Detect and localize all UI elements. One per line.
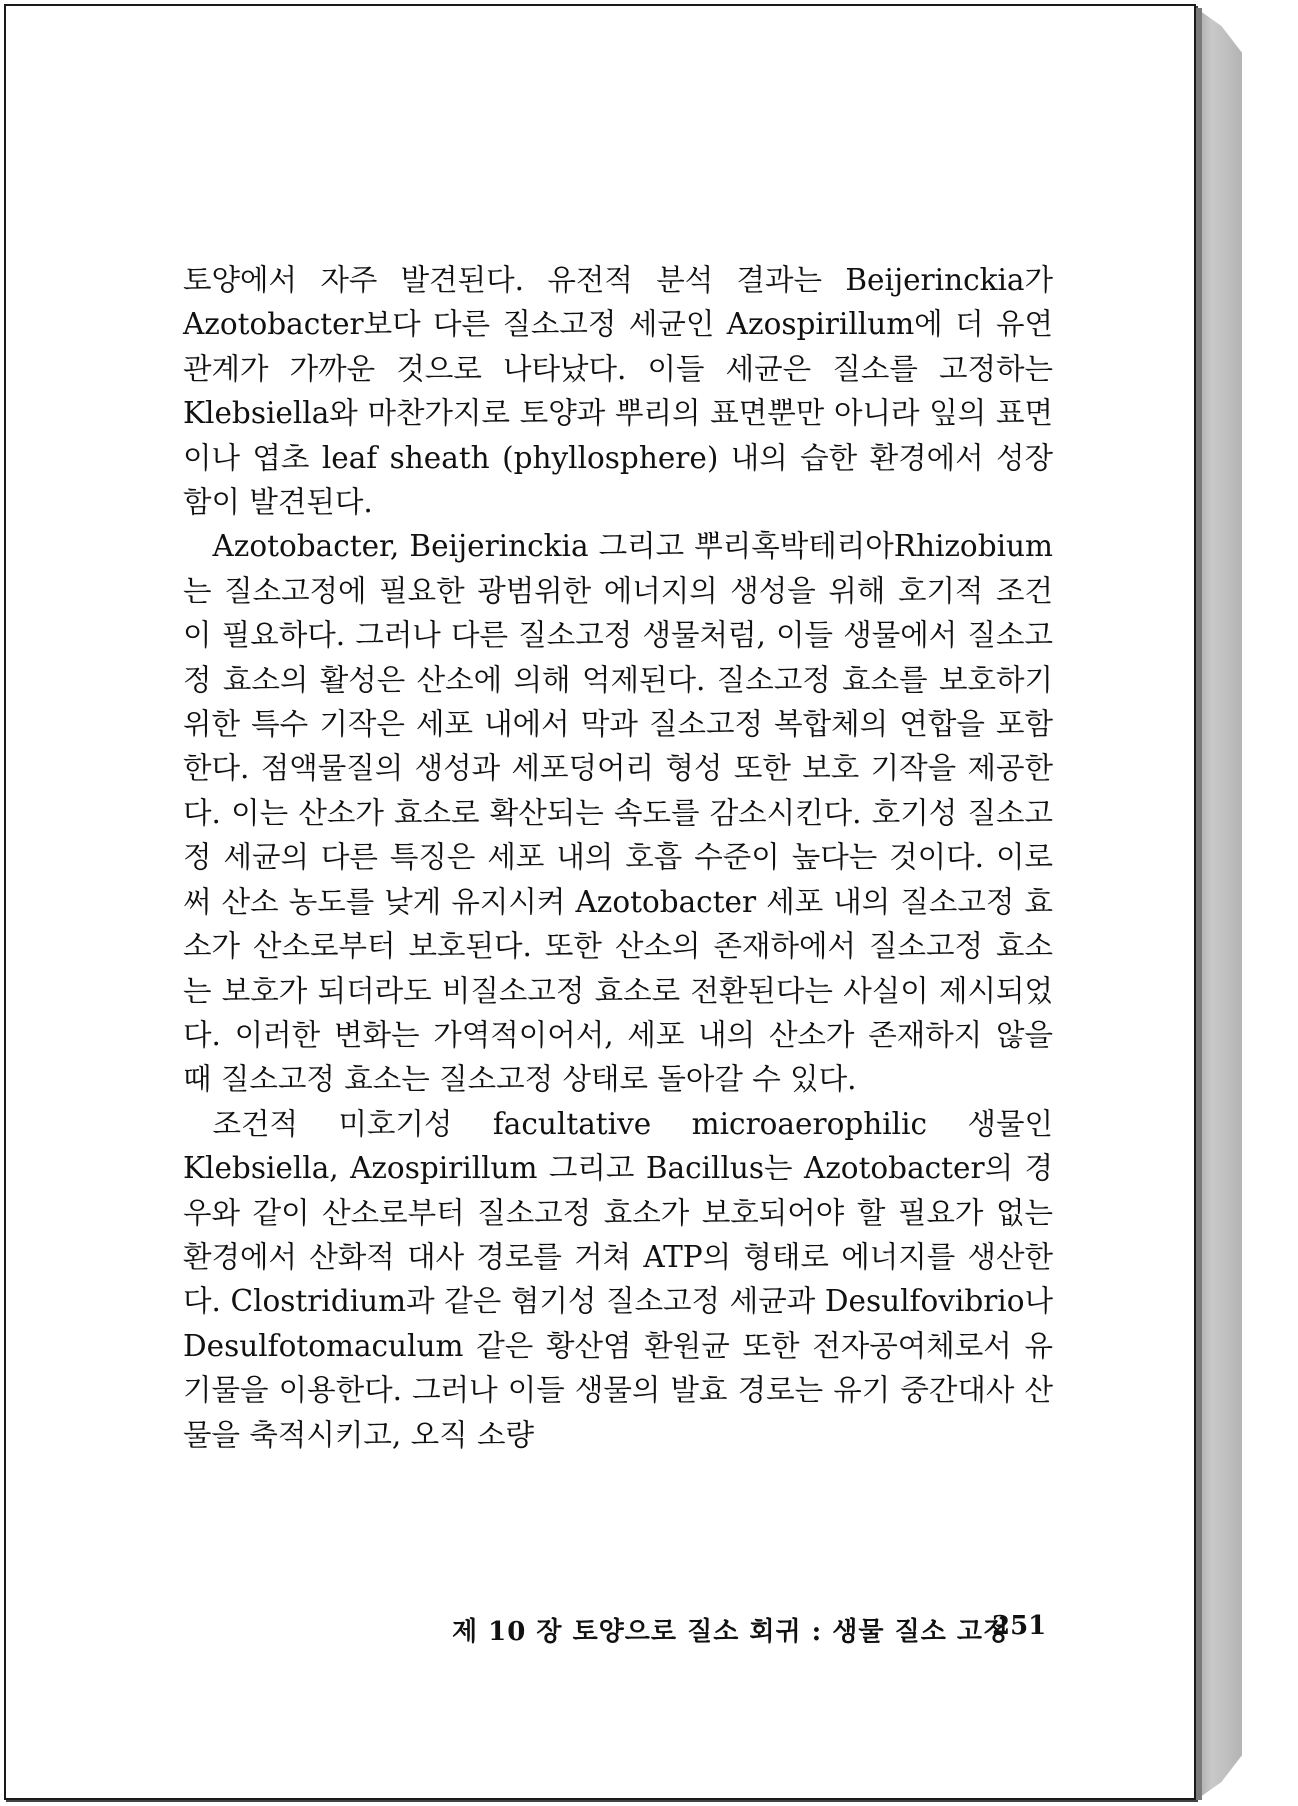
page-number: 251 [992, 1611, 1047, 1641]
body-text [183, 258, 1053, 1457]
paragraph-3: 조건적 미호기성 facultative microaerophilic 생물인 Klebsiella, Azospirillum 그리고 Bacillus는 Azotobacter의 경우와 같이 산소로부터 질소고정 효소가 보호되어야 할 필요가 없는 환경에서 산화적 대사 경로를 거쳐 ATP의 형태로 에너지를 생산한다. Clostridium과 같은 혐기성 질소고정 세균과 Desulfovibrio나 Desulfotomaculum 같은 황산염 환원균 또한 전자공여체로서 유기물을 이용한다. 그러나 이들 생물의 발효 경로는 유기 중간대사 산물을 축적시키고, 오직 소량 [183, 1106, 1053, 1452]
running-footer [452, 1611, 1052, 1655]
page-stack-edge [1196, 8, 1242, 1800]
paragraph-2: Azotobacter, Beijerinckia 그리고 뿌리혹박테리아Rhizobium는 질소고정에 필요한 광범위한 에너지의 생성을 위해 호기적 조건이 필요하다. 그러나 다른 질소고정 생물처럼, 이들 생물에서 질소고정 효소의 활성은 산소에 의해 억제된다. 질소고정 효소를 보호하기 위한 특수 기작은 세포 내에서 막과 질소고정 복합체의 연합을 포함한다. 점액물질의 생성과 세포덩어리 형성 또한 보호 기작을 제공한다. 이는 산소가 효소로 확산되는 속도를 감소시킨다. 호기성 질소고정 세균의 다른 특징은 세포 내의 호흡 수준이 높다는 것이다. 이로써 산소 농도를 낮게 유지시켜 Azotobacter 세포 내의 질소고정 효소가 산소로부터 보호된다. 또한 산소의 존재하에서 질소고정 효소는 보호가 되더라도 비질소고정 효소로 전환된다는 사실이 제시되었다. 이러한 변화는 가역적이어서, 세포 내의 산소가 존재하지 않을 때 질소고정 효소는 질소고정 상태로 돌아갈 수 있다. [183, 529, 1053, 1097]
chapter-title: 제 10 장 토양으로 질소 회귀 : 생물 질소 고정 [452, 1617, 1010, 1647]
paragraph-1: 토양에서 자주 발견된다. 유전적 분석 결과는 Beijerinckia가 Azotobacter보다 다른 질소고정 세균인 Azospirillum에 더 유연 관계가 가까운 것으로 나타났다. 이들 세균은 질소를 고정하는 Klebsiella와 마찬가지로 토양과 뿌리의 표면뿐만 아니라 잎의 표면이나 엽초 leaf sheath (phyllosphere) 내의 습한 환경에서 성장함이 발견된다. [183, 263, 1053, 520]
page-edge-shadow [1196, 8, 1202, 1800]
